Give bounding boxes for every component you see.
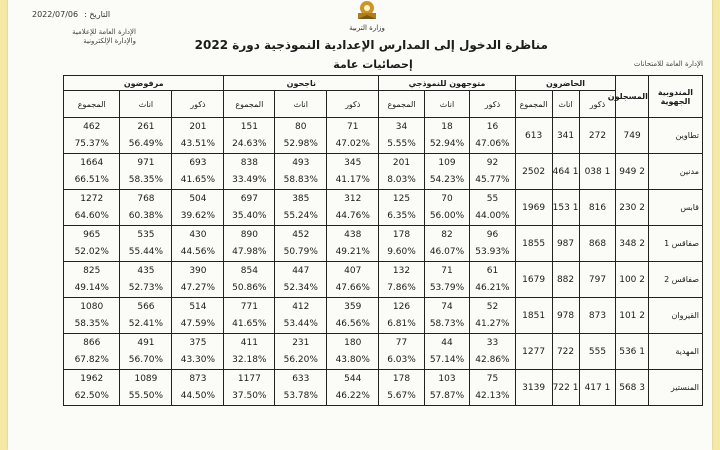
cell-passed-total [224,334,275,370]
percent-oriented-total: 5.67% [387,391,416,402]
percent-passed-total: 47.98% [232,247,267,258]
cell-passed-female [275,334,327,370]
value-passed-total: 411 [240,337,258,348]
cell-rejected-female [120,298,172,334]
percent-rejected-male: 44.56% [180,247,216,258]
percent-passed-female: 55.24% [283,211,318,222]
cell-registered: 2 348 [616,226,648,262]
header-present: الحاضرون [515,76,616,91]
percent-passed-male: 43.80% [335,355,370,366]
value-oriented-male: 33 [486,337,499,348]
value-rejected-male: 201 [189,121,207,132]
subheader-present-total: المجموع [515,91,552,118]
percent-passed-male: 49.21% [335,247,370,258]
date-label: التاريخ : [84,10,111,19]
table-row [64,226,703,262]
subheader-passed-female: اناث [275,91,327,118]
cell-oriented-total [379,154,425,190]
cell-rejected-total [64,370,120,406]
value-passed-total: 697 [240,193,258,204]
cell-oriented-female [424,154,469,190]
value-oriented-total: 201 [392,157,411,168]
cell-passed-total [224,298,275,334]
value-oriented-total: 77 [395,337,408,348]
cell-present-male: 868 [579,226,616,262]
percent-passed-male: 47.02% [335,139,370,150]
percent-passed-female: 52.98% [283,139,318,150]
value-passed-total: 151 [240,121,258,132]
document-title: مناظرة الدخول إلى المدارس الإعدادية النموذجية دورة 2022 [194,38,548,52]
value-rejected-male: 873 [189,373,207,384]
value-rejected-female: 566 [137,301,155,312]
cell-present-total: 1855 [515,226,552,262]
cell-rejected-total [64,334,120,370]
value-passed-total: 890 [240,229,258,240]
value-oriented-total: 132 [392,265,411,276]
percent-oriented-female: 52.94% [429,139,465,150]
value-rejected-male: 514 [189,301,207,312]
percent-passed-total: 41.65% [232,319,267,330]
value-rejected-total: 1080 [80,301,104,312]
cell-region: قابس [648,190,702,226]
percent-oriented-total: 5.55% [387,139,416,150]
cell-passed-female [275,190,327,226]
percent-oriented-total: 8.03% [387,175,416,186]
value-rejected-total: 1272 [80,193,104,204]
left-department [26,28,136,46]
cell-rejected-male [172,154,224,190]
cell-registered: 3 568 [616,370,648,406]
value-rejected-female: 971 [137,157,155,168]
cell-oriented-male [470,190,515,226]
value-passed-female: 633 [292,373,310,384]
percent-rejected-total: 52.02% [74,247,109,258]
cell-registered: 2 949 [616,154,648,190]
cell-present-female: 882 [552,262,579,298]
header-oriented: متوجهون للنموذجي [379,76,515,91]
statistics-table [63,75,703,406]
percent-rejected-female: 60.38% [128,211,164,222]
value-oriented-total: 125 [392,193,411,204]
percent-rejected-female: 55.50% [128,391,164,402]
cell-rejected-total [64,262,120,298]
cell-rejected-total [64,154,120,190]
value-oriented-total: 126 [392,301,411,312]
value-rejected-male: 693 [189,157,207,168]
header-rejected: مرفوضون [64,76,224,91]
cell-oriented-total [379,334,425,370]
value-passed-female: 493 [292,157,310,168]
percent-passed-female: 56.20% [283,355,318,366]
percent-passed-male: 44.76% [335,211,370,222]
percent-passed-total: 33.49% [232,175,267,186]
cell-present-female: 987 [552,226,579,262]
cell-oriented-female [424,262,469,298]
percent-passed-total: 35.40% [232,211,267,222]
table-body [64,118,703,406]
percent-rejected-male: 44.50% [180,391,216,402]
cell-rejected-female [120,262,172,298]
cell-oriented-female [424,298,469,334]
value-rejected-male: 390 [189,265,207,276]
value-passed-female: 385 [292,193,310,204]
value-rejected-total: 1962 [80,373,104,384]
value-passed-female: 452 [292,229,310,240]
cell-present-total: 613 [515,118,552,154]
subheader-rejected-total: المجموع [64,91,120,118]
value-oriented-male: 55 [486,193,499,204]
cell-oriented-female [424,190,469,226]
value-passed-male: 180 [344,337,362,348]
percent-rejected-male: 43.30% [180,355,216,366]
cell-rejected-female [120,226,172,262]
cell-region: تطاوين [648,118,702,154]
value-rejected-female: 491 [137,337,155,348]
emblem-icon [352,0,382,24]
cell-present-male: 797 [579,262,616,298]
cell-passed-total [224,262,275,298]
table-row [64,370,703,406]
percent-rejected-female: 52.41% [128,319,164,330]
cell-present-total: 1969 [515,190,552,226]
cell-region: مدنين [648,154,702,190]
date-line [26,10,110,19]
value-oriented-male: 92 [486,157,499,168]
subheader-passed-total: المجموع [224,91,275,118]
header-registered: المسجلون [616,76,648,118]
cell-passed-male [327,226,379,262]
table-row [64,190,703,226]
cell-rejected-female [120,334,172,370]
cell-passed-female [275,154,327,190]
subheader-oriented-female: اناث [424,91,469,118]
cell-present-male: 873 [579,298,616,334]
percent-passed-male: 41.17% [335,175,370,186]
value-oriented-female: 71 [441,265,453,276]
percent-passed-female: 53.78% [283,391,318,402]
percent-passed-female: 52.34% [283,283,318,294]
cell-passed-total [224,154,275,190]
cell-rejected-male [172,226,224,262]
cell-present-total: 2502 [515,154,552,190]
right-department: الإدارة العامة للامتحانات [633,60,703,68]
percent-oriented-female: 57.14% [429,355,465,366]
percent-passed-female: 53.44% [283,319,318,330]
value-oriented-female: 18 [441,121,453,132]
percent-rejected-total: 75.37% [74,139,109,150]
percent-rejected-male: 47.59% [180,319,216,330]
cell-oriented-total [379,370,425,406]
value-oriented-female: 44 [441,337,453,348]
percent-passed-male: 47.66% [335,283,370,294]
value-oriented-male: 96 [486,229,499,240]
cell-present-total: 3139 [515,370,552,406]
subheader-oriented-male: ذكور [470,91,515,118]
percent-rejected-total: 66.51% [74,175,109,186]
percent-oriented-male: 42.13% [475,391,510,402]
value-passed-male: 407 [344,265,362,276]
percent-rejected-female: 56.49% [128,139,164,150]
percent-passed-female: 50.79% [283,247,318,258]
cell-oriented-female [424,226,469,262]
percent-oriented-total: 6.35% [387,211,416,222]
subheader-present-male: ذكور [579,91,616,118]
value-passed-total: 854 [240,265,258,276]
cell-present-male: 816 [579,190,616,226]
cell-region: المهدية [648,334,702,370]
cell-passed-male [327,262,379,298]
cell-registered: 2 100 [616,262,648,298]
cell-oriented-female [424,370,469,406]
value-rejected-male: 430 [189,229,207,240]
cell-oriented-female [424,118,469,154]
cell-present-female: 722 [552,334,579,370]
percent-oriented-total: 6.03% [387,355,416,366]
percent-rejected-male: 43.51% [180,139,216,150]
table-row [64,154,703,190]
value-rejected-female: 1089 [134,373,158,384]
cell-passed-female [275,226,327,262]
cell-present-female: 1 464 [552,154,579,190]
cell-rejected-male [172,370,224,406]
cell-present-male: 272 [579,118,616,154]
value-rejected-total: 825 [83,265,101,276]
cell-passed-male [327,334,379,370]
cell-oriented-total [379,190,425,226]
subheader-present-female: اناث [552,91,579,118]
cell-present-female: 978 [552,298,579,334]
percent-passed-total: 24.63% [232,139,267,150]
value-rejected-total: 462 [83,121,101,132]
value-oriented-female: 82 [441,229,453,240]
percent-rejected-male: 47.27% [180,283,216,294]
value-rejected-total: 1664 [80,157,104,168]
value-passed-total: 838 [240,157,258,168]
percent-passed-total: 50.86% [232,283,267,294]
value-oriented-female: 103 [438,373,456,384]
percent-oriented-male: 46.21% [475,283,510,294]
date-value: 2022/07/06 [32,10,79,19]
value-passed-male: 71 [347,121,359,132]
cell-oriented-total [379,118,425,154]
cell-rejected-male [172,298,224,334]
subheader-row [64,91,703,118]
cell-rejected-male [172,262,224,298]
percent-oriented-male: 53.93% [475,247,510,258]
value-passed-female: 447 [292,265,310,276]
percent-rejected-female: 52.73% [128,283,164,294]
document-subtitle: إحصائيات عامة [333,58,413,71]
cell-passed-total [224,226,275,262]
percent-rejected-total: 62.50% [74,391,109,402]
value-oriented-male: 16 [486,121,499,132]
cell-oriented-total [379,262,425,298]
percent-rejected-female: 55.44% [128,247,164,258]
value-passed-male: 312 [344,193,362,204]
table-row [64,262,703,298]
cell-oriented-total [379,226,425,262]
value-rejected-male: 375 [189,337,207,348]
cell-rejected-female [120,370,172,406]
value-rejected-female: 768 [137,193,155,204]
percent-passed-total: 32.18% [232,355,267,366]
cell-passed-male [327,298,379,334]
cell-rejected-female [120,154,172,190]
cell-present-female: 1 153 [552,190,579,226]
cell-oriented-male [470,334,515,370]
percent-passed-total: 37.50% [232,391,267,402]
value-passed-female: 412 [292,301,310,312]
table-row [64,334,703,370]
cell-passed-female [275,262,327,298]
value-oriented-male: 75 [486,373,499,384]
percent-oriented-female: 57.87% [429,391,465,402]
cell-present-female: 341 [552,118,579,154]
value-oriented-male: 61 [486,265,499,276]
cell-present-total: 1679 [515,262,552,298]
table-row [64,118,703,154]
value-oriented-total: 34 [395,121,408,132]
percent-passed-male: 46.56% [335,319,370,330]
cell-present-male: 555 [579,334,616,370]
cell-passed-female [275,370,327,406]
cell-oriented-male [470,118,515,154]
cell-passed-female [275,118,327,154]
cell-region: صفاقس 2 [648,262,702,298]
value-oriented-female: 74 [441,301,453,312]
cell-rejected-female [120,118,172,154]
percent-oriented-male: 44.00% [475,211,510,222]
percent-oriented-total: 9.60% [387,247,416,258]
cell-oriented-male [470,226,515,262]
cell-oriented-male [470,154,515,190]
value-rejected-total: 965 [83,229,101,240]
cell-oriented-female [424,334,469,370]
cell-passed-total [224,118,275,154]
percent-rejected-total: 49.14% [74,283,109,294]
value-oriented-male: 52 [486,301,499,312]
cell-rejected-total [64,118,120,154]
value-rejected-female: 435 [137,265,155,276]
header-region: المندوبية الجهوية [648,76,702,118]
value-passed-male: 544 [344,373,362,384]
percent-oriented-female: 58.73% [429,319,465,330]
cell-present-male: 1 038 [579,154,616,190]
value-rejected-total: 866 [83,337,101,348]
percent-oriented-male: 42.86% [475,355,510,366]
cell-present-total: 1851 [515,298,552,334]
percent-oriented-male: 45.77% [475,175,510,186]
cell-passed-male [327,118,379,154]
cell-region: المنستير [648,370,702,406]
left-dept-line-2: والإدارة الإلكترونية [83,37,136,45]
cell-present-total: 1277 [515,334,552,370]
cell-passed-male [327,190,379,226]
percent-oriented-male: 47.06% [475,139,510,150]
cell-rejected-male [172,334,224,370]
subheader-rejected-female: اناث [120,91,172,118]
subheader-oriented-total: المجموع [379,91,425,118]
cell-registered: 2 230 [616,190,648,226]
value-passed-total: 1177 [237,373,261,384]
cell-oriented-male [470,298,515,334]
percent-rejected-total: 64.60% [74,211,109,222]
cell-rejected-total [64,226,120,262]
cell-rejected-female [120,190,172,226]
percent-passed-male: 46.22% [335,391,370,402]
cell-rejected-male [172,118,224,154]
value-oriented-female: 109 [438,157,456,168]
cell-oriented-total [379,298,425,334]
cell-rejected-male [172,190,224,226]
ministry-name: وزارة التربية [349,24,385,32]
left-dept-line-1: الإدارة العامة للإعلامية [72,28,136,36]
cell-rejected-total [64,298,120,334]
percent-oriented-female: 56.00% [429,211,465,222]
cell-registered: 2 101 [616,298,648,334]
subheader-rejected-male: ذكور [172,91,224,118]
value-passed-total: 771 [240,301,258,312]
cell-oriented-male [470,370,515,406]
percent-oriented-total: 6.81% [387,319,416,330]
value-rejected-female: 261 [137,121,155,132]
value-rejected-female: 535 [137,229,155,240]
value-passed-male: 345 [344,157,362,168]
cell-passed-total [224,370,275,406]
value-rejected-male: 504 [189,193,207,204]
value-oriented-female: 70 [441,193,453,204]
value-passed-male: 359 [344,301,362,312]
cell-rejected-total [64,190,120,226]
cell-present-male: 1 417 [579,370,616,406]
cell-passed-male [327,370,379,406]
percent-rejected-female: 56.70% [128,355,164,366]
cell-passed-total [224,190,275,226]
percent-passed-female: 58.83% [283,175,318,186]
ministry-logo [345,0,389,36]
percent-oriented-female: 46.07% [429,247,465,258]
cell-oriented-male [470,262,515,298]
table-row [64,298,703,334]
document-page [8,0,712,450]
header-passed: ناجحون [224,76,379,91]
percent-oriented-female: 54.23% [429,175,465,186]
percent-oriented-male: 41.27% [475,319,510,330]
value-passed-female: 231 [292,337,310,348]
percent-oriented-total: 7.86% [387,283,416,294]
value-oriented-total: 178 [392,373,411,384]
percent-rejected-male: 39.62% [180,211,216,222]
cell-region: صفاقس 1 [648,226,702,262]
percent-rejected-total: 67.82% [74,355,109,366]
percent-oriented-female: 53.79% [429,283,465,294]
subheader-passed-male: ذكور [327,91,379,118]
cell-registered: 1 536 [616,334,648,370]
percent-rejected-female: 58.35% [128,175,164,186]
cell-region: القيروان [648,298,702,334]
cell-passed-female [275,298,327,334]
cell-registered: 749 [616,118,648,154]
percent-rejected-total: 58.35% [74,319,109,330]
value-passed-female: 80 [295,121,307,132]
value-oriented-total: 178 [392,229,411,240]
cell-present-female: 1 722 [552,370,579,406]
percent-rejected-male: 41.65% [180,175,216,186]
value-passed-male: 438 [344,229,362,240]
cell-passed-male [327,154,379,190]
